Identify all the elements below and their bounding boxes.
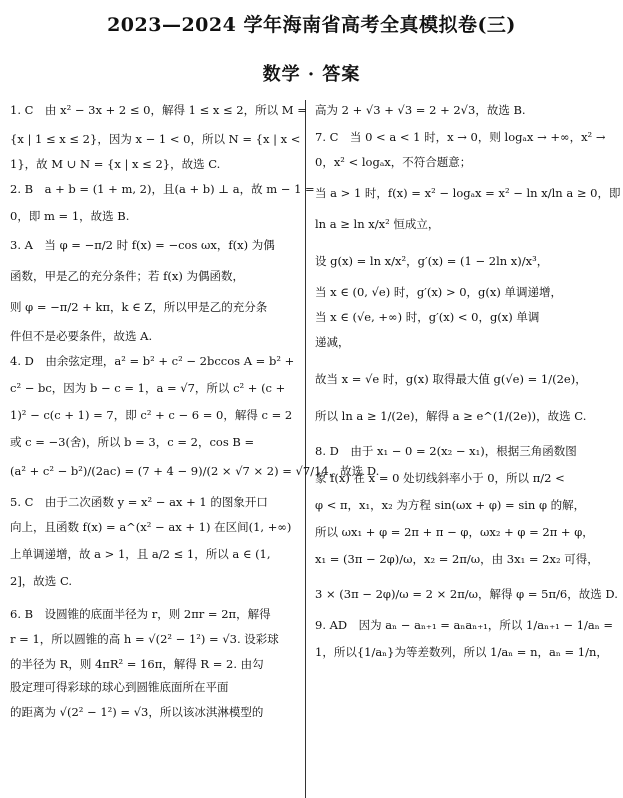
text-line: 则 φ = −π/2 + kπ，k ∈ Z，所以甲是乙的充分条 <box>10 300 268 314</box>
text-line: 3 × (3π − 2φ)/ω = 2 × 2π/ω，解得 φ = 5π/6，故选 D. <box>315 587 618 601</box>
text-line: 或 c = −3(舍)，所以 b = 3，c = 2，cos B = <box>10 435 255 449</box>
text-line: 当 x ∈ (0, √e) 时，g′(x) > 0，g(x) 单调递增， <box>315 285 563 299</box>
text-line: 4. D 由余弦定理，a² = b² + c² − 2bccos A = b² + <box>10 354 295 368</box>
text-line: x₁ = (3π − 2φ)/ω，x₂ = 2π/ω，由 3x₁ = 2x₂ 可得， <box>315 552 599 566</box>
text-line: 5. C 由于二次函数 y = x² − ax + 1 的图象开口 <box>10 495 268 509</box>
document-subtitle: 数学 · 答案 <box>262 64 361 85</box>
text-line: 1. C 由 x² − 3x + 2 ≤ 0，解得 1 ≤ x ≤ 2，所以 M = <box>10 103 307 117</box>
text-line: 所以 ωx₁ + φ = 2π + π − φ，ωx₂ + φ = 2π + φ， <box>315 525 594 539</box>
text-line: 象 f(x) 在 x = 0 处切线斜率小于 0，所以 π/2 < <box>315 471 565 485</box>
text-line: 件但不是必要条件，故选 A. <box>10 329 153 343</box>
text-line: 高为 2 + √3 + √3 = 2 + 2√3，故选 B. <box>315 103 526 117</box>
text-line: 函数，甲是乙的充分条件；若 f(x) 为偶函数， <box>10 269 245 283</box>
text-line: 股定理可得彩球的球心到圆锥底面所在平面 <box>10 680 229 694</box>
document-title: 2023—2024 学年海南省高考全真模拟卷(三) <box>107 14 516 36</box>
text-line: c² − bc，因为 b − c = 1，a = √7，所以 c² + (c + <box>10 381 286 395</box>
text-line: 故当 x = √e 时，g(x) 取得最大值 g(√e) = 1/(2e)， <box>315 372 587 386</box>
text-line: (a² + c² − b²)/(2ac) = (7 + 4 − 9)/(2 × √7 × 2) = √7/14，故选 D. <box>10 464 380 478</box>
text-line: 0，x² < logₐx，不符合题意； <box>315 155 472 169</box>
text-line: 递减， <box>315 335 350 349</box>
text-line: 1}，故 M ∪ N = {x | x ≤ 2}，故选 C. <box>10 157 221 171</box>
text-line: {x | 1 ≤ x ≤ 2}，因为 x − 1 < 0，所以 N = {x | x < <box>10 132 301 146</box>
text-line: ln a ≥ ln x/x² 恒成立， <box>315 217 440 231</box>
text-line: 的半径为 R，则 4πR² = 16π，解得 R = 2. 由勾 <box>10 657 264 671</box>
text-line: 当 x ∈ (√e, +∞) 时，g′(x) < 0，g(x) 单调 <box>315 310 540 324</box>
text-line: 3. A 当 φ = −π/2 时 f(x) = −cos ωx，f(x) 为偶 <box>10 238 275 252</box>
text-line: 9. AD 因为 aₙ − aₙ₊₁ = aₙaₙ₊₁，所以 1/aₙ₊₁ − 1/aₙ = <box>315 618 614 632</box>
text-line: 1)² − c(c + 1) = 7，即 c² + c − 6 = 0，解得 c = 2 <box>10 408 293 422</box>
right-column <box>315 103 621 659</box>
text-line: 8. D 由于 x₁ − 0 = 2(x₂ − x₁)，根据三角函数图 <box>315 444 577 458</box>
text-line: 7. C 当 0 < a < 1 时，x → 0，则 logₐx → +∞，x² → <box>315 130 606 144</box>
text-line: 向上，且函数 f(x) = a^(x² − ax + 1) 在区间(1, +∞) <box>10 520 292 534</box>
text-line: 上单调递增，故 a > 1，且 a/2 ≤ 1，所以 a ∈ (1, <box>10 547 271 561</box>
text-line: 2]，故选 C. <box>10 574 73 588</box>
text-line: 1，所以{1/aₙ}为等差数列，所以 1/aₙ = n，aₙ = 1/n， <box>315 645 608 659</box>
text-line: 的距离为 √(2² − 1²) = √3，所以该冰淇淋模型的 <box>10 705 264 719</box>
text-line: 当 a > 1 时，f(x) = x² − logₐx = x² − ln x/ln a ≥ 0，即 <box>315 186 621 200</box>
text-line: 6. B 设圆锥的底面半径为 r，则 2πr = 2π，解得 <box>10 607 271 621</box>
text-line: r = 1，所以圆锥的高 h = √(2² − 1²) = √3. 设彩球 <box>10 632 279 646</box>
text-line: φ < π，x₁，x₂ 为方程 sin(ωx + φ) = sin φ 的解， <box>315 498 586 512</box>
text-line: 设 g(x) = ln x/x²，g′(x) = (1 − 2ln x)/x³， <box>315 254 549 268</box>
text-line: 所以 ln a ≥ 1/(2e)，解得 a ≥ e^(1/(2e))，故选 C. <box>315 409 587 423</box>
text-line: 2. B a + b = (1 + m, 2)，且(a + b) ⊥ a，故 m − 1 = <box>10 182 315 196</box>
column-divider <box>305 100 306 798</box>
text-line: 0，即 m = 1，故选 B. <box>10 209 130 223</box>
